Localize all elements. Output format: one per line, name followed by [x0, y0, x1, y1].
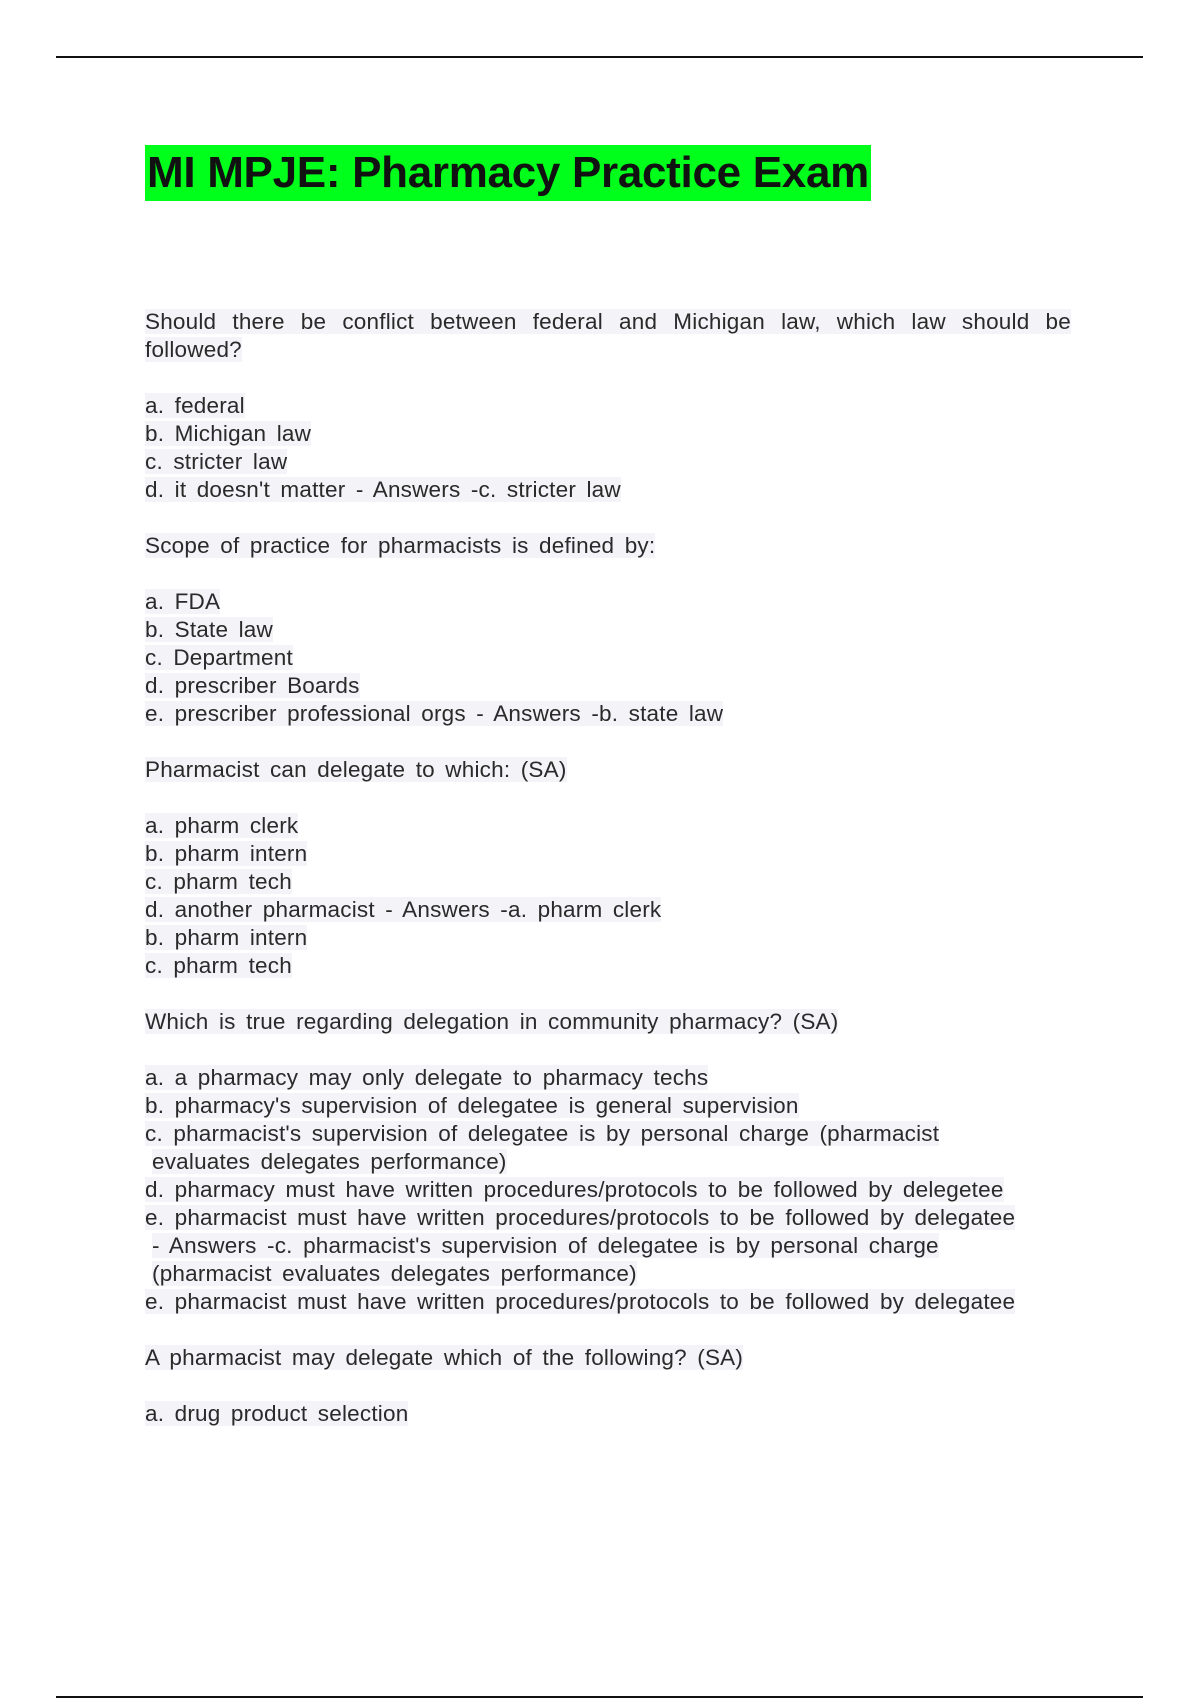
question-2-option-d: d. prescriber Boards — [145, 673, 360, 698]
question-1-text — [145, 308, 1071, 364]
question-2-option-e-answer: e. prescriber professional orgs - Answers -b. state law — [145, 701, 724, 726]
question-3-label: Pharmacist can delegate to which: (SA) — [145, 757, 567, 782]
question-4-option-e: e. pharmacist must have written procedures/protocols to be followed by delegatee — [145, 1205, 1016, 1230]
question-4-option-d: d. pharmacy must have written procedures/protocols to be followed by delegetee — [145, 1177, 1004, 1202]
question-4-answer-line-3: e. pharmacist must have written procedures/protocols to be followed by delegatee — [145, 1289, 1016, 1314]
question-1-options — [145, 392, 1071, 504]
page-title: MI MPJE: Pharmacy Practice Exam — [145, 145, 871, 201]
title-area — [145, 145, 871, 201]
question-4-answer-line-2: (pharmacist evaluates delegates performance) — [152, 1261, 637, 1286]
question-1-option-b: b. Michigan law — [145, 421, 312, 446]
question-4-options — [145, 1064, 1071, 1316]
question-2-text — [145, 532, 1071, 560]
question-list — [145, 308, 1071, 1456]
question-1-option-c: c. stricter law — [145, 449, 288, 474]
question-2-option-b: b. State law — [145, 617, 273, 642]
bottom-rule — [56, 1696, 1143, 1698]
question-3-text — [145, 756, 1071, 784]
question-5-text — [145, 1344, 1071, 1372]
question-2-label: Scope of practice for pharmacists is defined by: — [145, 533, 656, 558]
question-4-option-a: a. a pharmacy may only delegate to pharmacy techs — [145, 1065, 709, 1090]
question-4-option-c: c. pharmacist's supervision of delegatee is by personal charge (pharmacist — [145, 1121, 940, 1146]
question-4-option-b: b. pharmacy's supervision of delegatee is general supervision — [145, 1093, 799, 1118]
question-3-option-d-answer: d. another pharmacist - Answers -a. pharm clerk — [145, 897, 662, 922]
question-2-option-a: a. FDA — [145, 589, 221, 614]
question-1-option-a: a. federal — [145, 393, 245, 418]
question-3-options — [145, 812, 1071, 980]
question-3-option-c: c. pharm tech — [145, 869, 292, 894]
question-5-option-a: a. drug product selection — [145, 1401, 409, 1426]
top-rule — [56, 56, 1143, 58]
question-4-label: Which is true regarding delegation in community pharmacy? (SA) — [145, 1009, 839, 1034]
question-4-text — [145, 1008, 1071, 1036]
question-3-answer-c: c. pharm tech — [145, 953, 292, 978]
question-3-answer-b: b. pharm intern — [145, 925, 308, 950]
question-3-option-a: a. pharm clerk — [145, 813, 299, 838]
question-5-options — [145, 1400, 1071, 1428]
question-4-option-c-cont: evaluates delegates performance) — [152, 1149, 507, 1174]
question-4-answer-line-1: - Answers -c. pharmacist's supervision of delegatee is by personal charge — [152, 1233, 939, 1258]
question-3-option-b: b. pharm intern — [145, 841, 308, 866]
question-2-option-c: c. Department — [145, 645, 293, 670]
question-1-option-d-answer: d. it doesn't matter - Answers -c. stricter law — [145, 477, 621, 502]
question-5-label: A pharmacist may delegate which of the following? (SA) — [145, 1345, 744, 1370]
question-2-options — [145, 588, 1071, 728]
question-1-label: Should there be conflict between federal and Michigan law, which law should be followed? — [145, 309, 1071, 362]
